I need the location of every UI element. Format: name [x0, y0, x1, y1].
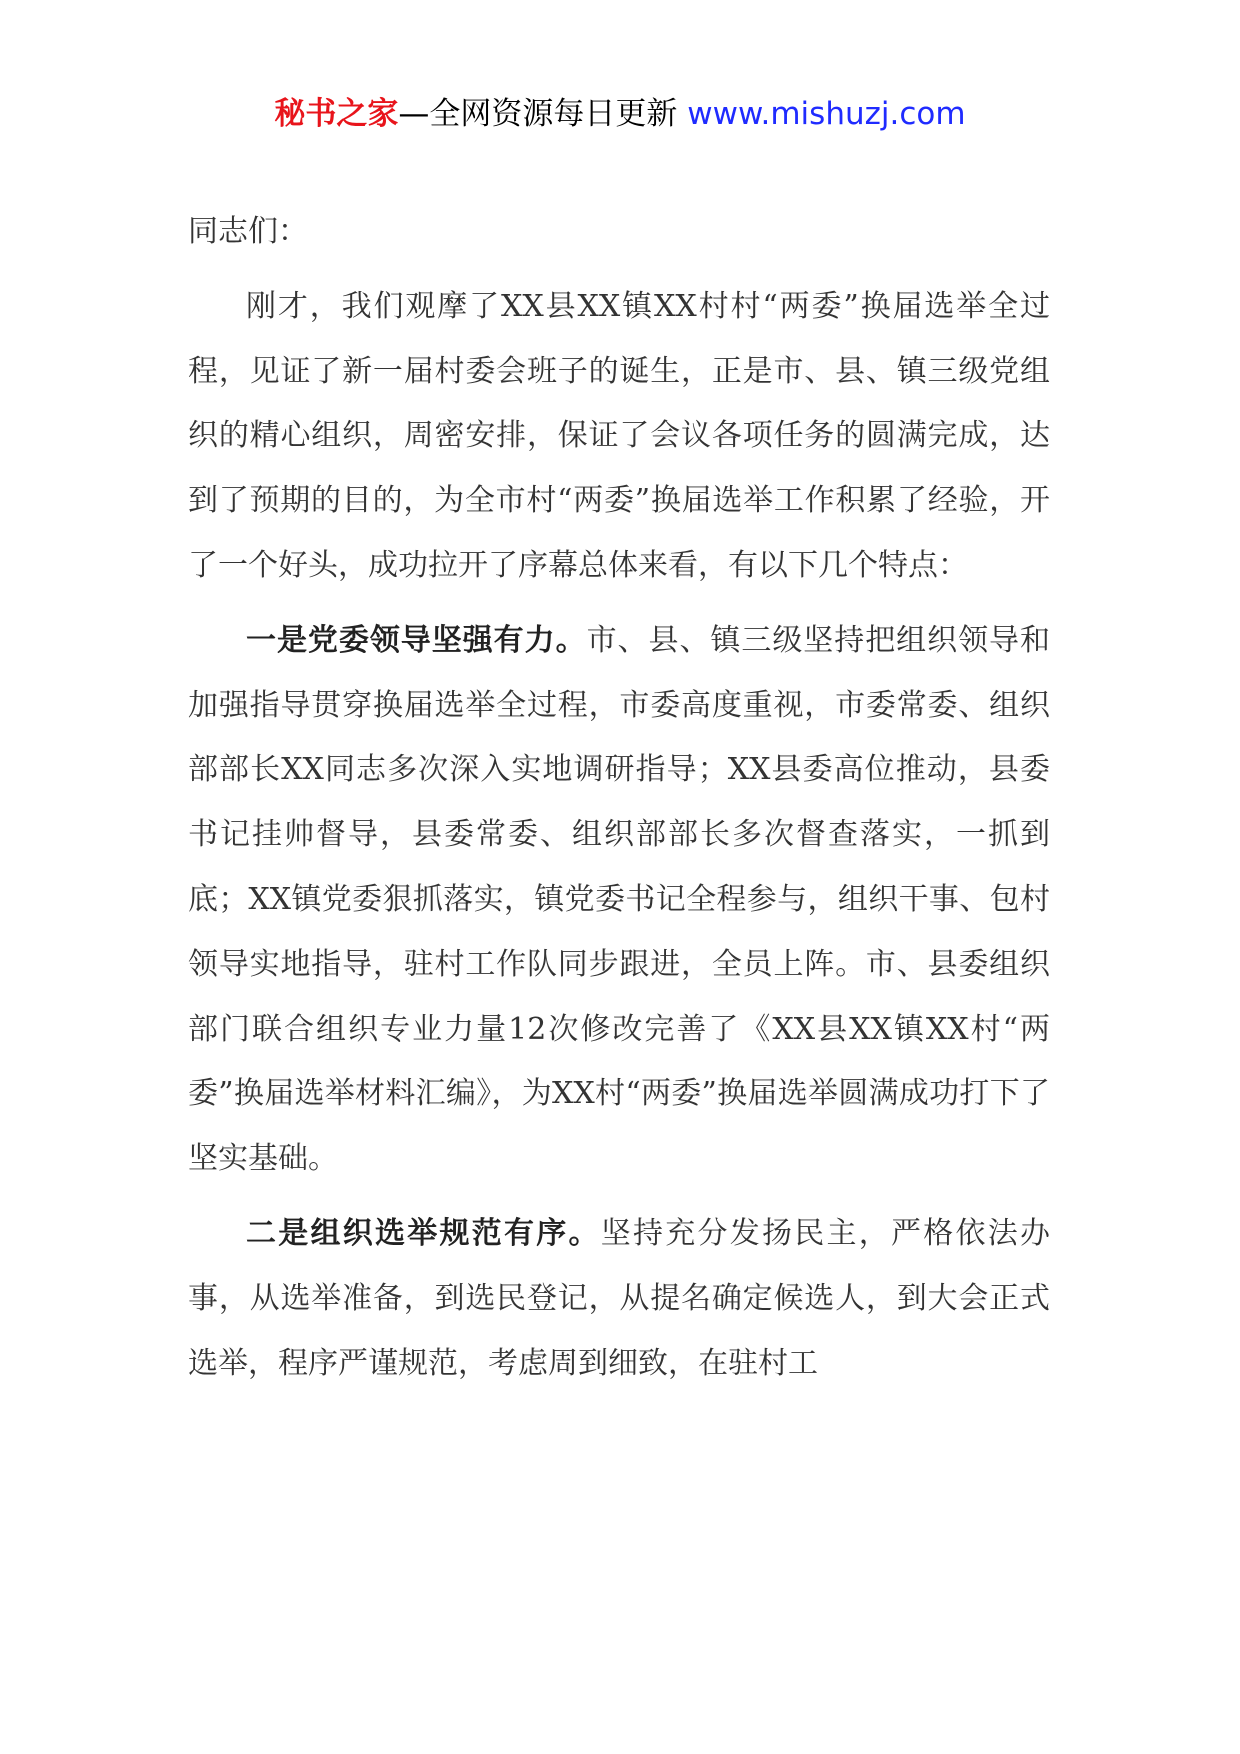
paragraph-text: 坚持充分发扬民主，严格依法办事，从选举准备，到选民登记，从提名确定候选人，到大会正式选举，程序严谨规范，考虑周到细致，在驻村工: [188, 1215, 1050, 1381]
header-tagline: —全网资源每日更新: [398, 96, 688, 132]
paragraph-intro: [188, 275, 1050, 599]
paragraph-lead-heading: 二是组织选举规范有序。: [246, 1215, 601, 1251]
salutation: 同志们：: [188, 214, 308, 249]
paragraph-lead-heading: 一是党委领导坚强有力。: [246, 622, 587, 658]
document-body: [188, 200, 1050, 1406]
paragraph-election-order: [188, 1202, 1050, 1396]
paragraph-party-leadership: [188, 609, 1050, 1192]
paragraph-text: 市、县、镇三级坚持把组织领导和加强指导贯穿换届选举全过程，市委高度重视，市委常委、组织部部长XX同志多次深入实地调研指导；XX县委高位推动，县委书记挂帅督导，县委常委、组织部部长多次督查落实，一抓到底；XX镇党委狠抓落实，镇党委书记全程参与，组织干事、包村领导实地指导，驻村工作队同步跟进，全员上阵。市、县委组织部门联合组织专业力量12次修改完善了《XX县XX镇XX村“两委”换届选举材料汇编》，为XX村“两委”换届选举圆满成功打下了坚实基础。: [188, 622, 1051, 1177]
paragraph-text: 刚才，我们观摩了XX县XX镇XX村村“两委”换届选举全过程，见证了新一届村委会班子的诞生，正是市、县、镇三级党组织的精心组织，周密安排，保证了会议各项任务的圆满完成，达到了预期的目的，为全市村“两委”换届选举工作积累了经验，开了一个好头，成功拉开了序幕总体来看，有以下几个特点：: [188, 288, 1050, 583]
site-url-link[interactable]: www.mishuzj.com: [687, 96, 966, 132]
site-header: [0, 94, 1240, 134]
brand-name: 秘书之家: [274, 96, 399, 132]
